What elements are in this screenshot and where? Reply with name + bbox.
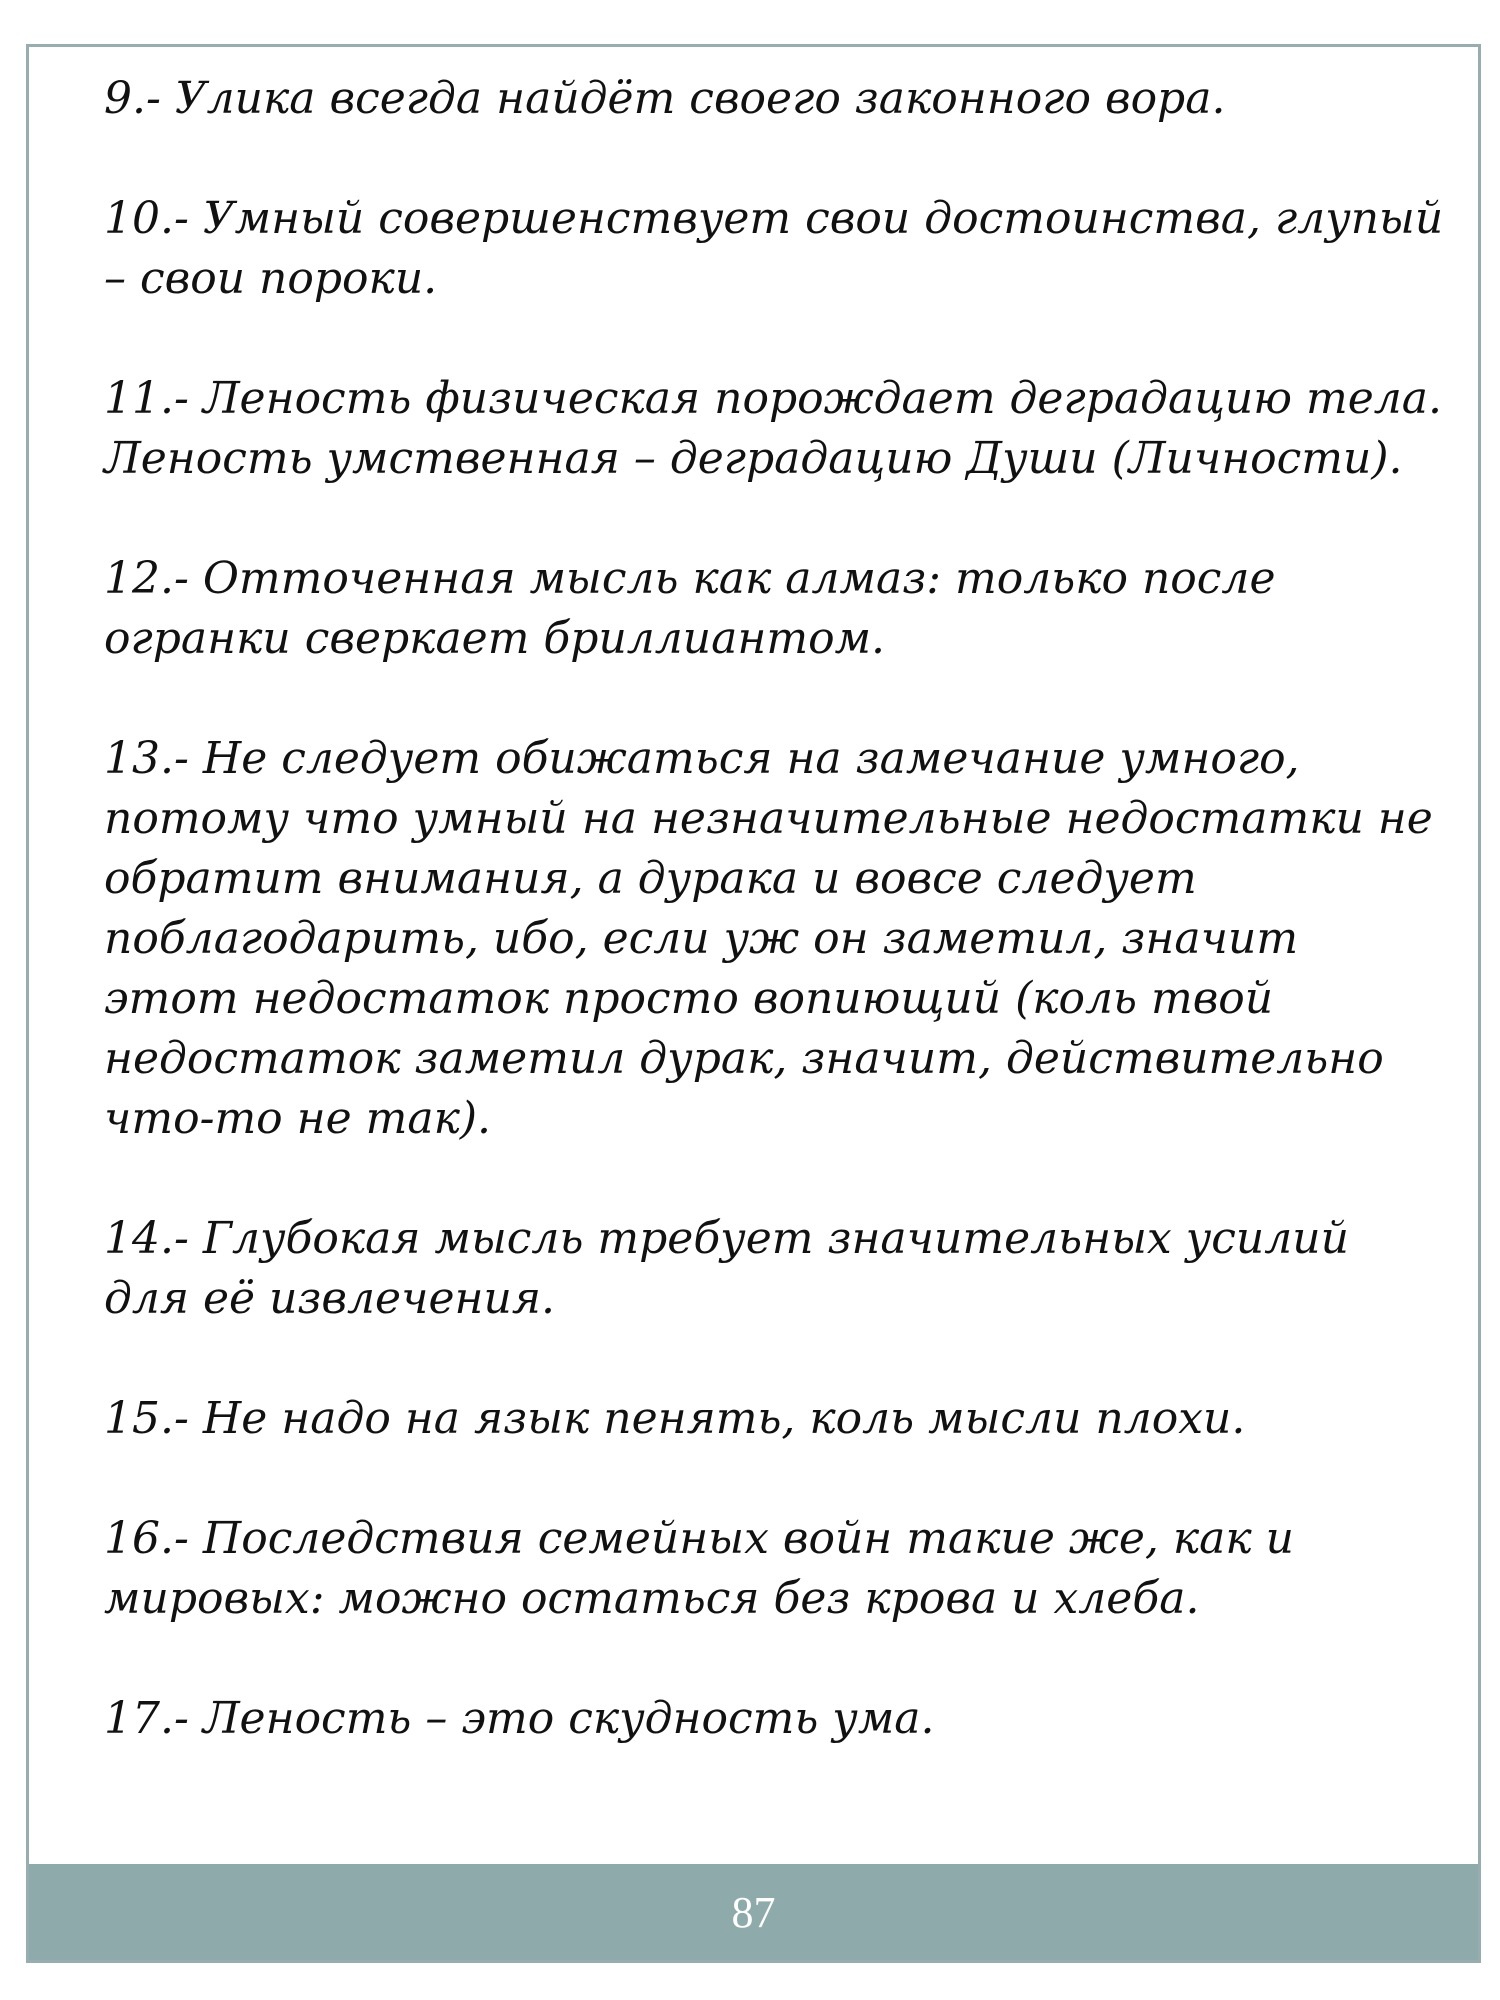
aphorism-9: 9.- Улика всегда найдёт своего законного вора. bbox=[104, 73, 1226, 124]
aphorism-14: 14.- Глубокая мысль требует значительных усилий для её извлечения. bbox=[104, 1213, 1349, 1324]
page-number: 87 bbox=[731, 1887, 776, 1937]
aphorism-16: 16.- Последствия семейных войн такие же, как и мировых: можно остаться без крова и хлеба. bbox=[104, 1513, 1294, 1624]
footer-bar bbox=[29, 1864, 1478, 1960]
aphorism-15: 15.- Не надо на язык пенять, коль мысли плохи. bbox=[104, 1393, 1246, 1444]
aphorism-17: 17.- Леность – это скудность ума. bbox=[104, 1693, 935, 1744]
aphorism-list bbox=[104, 69, 1444, 1749]
aphorism-13: 13.- Не следует обижаться на замечание умного, потому что умный на незначительные недостатки не обратит внимания, а дурака и вовсе следует поблагодарить, ибо, если уж он заметил, значит этот недостаток просто вопиющий (коль твой недостаток заметил дурак, значит, действительно что-то не так). bbox=[104, 733, 1433, 1144]
aphorism-12: 12.- Отточенная мысль как алмаз: только после огранки сверкает бриллиантом. bbox=[104, 553, 1276, 664]
aphorism-10: 10.- Умный совершенствует свои достоинства, глупый – свои пороки. bbox=[104, 193, 1444, 304]
aphorism-11: 11.- Леность физическая порождает деградацию тела. Леность умственная – деградацию Души (Личности). bbox=[104, 373, 1442, 484]
page-frame bbox=[26, 44, 1481, 1963]
